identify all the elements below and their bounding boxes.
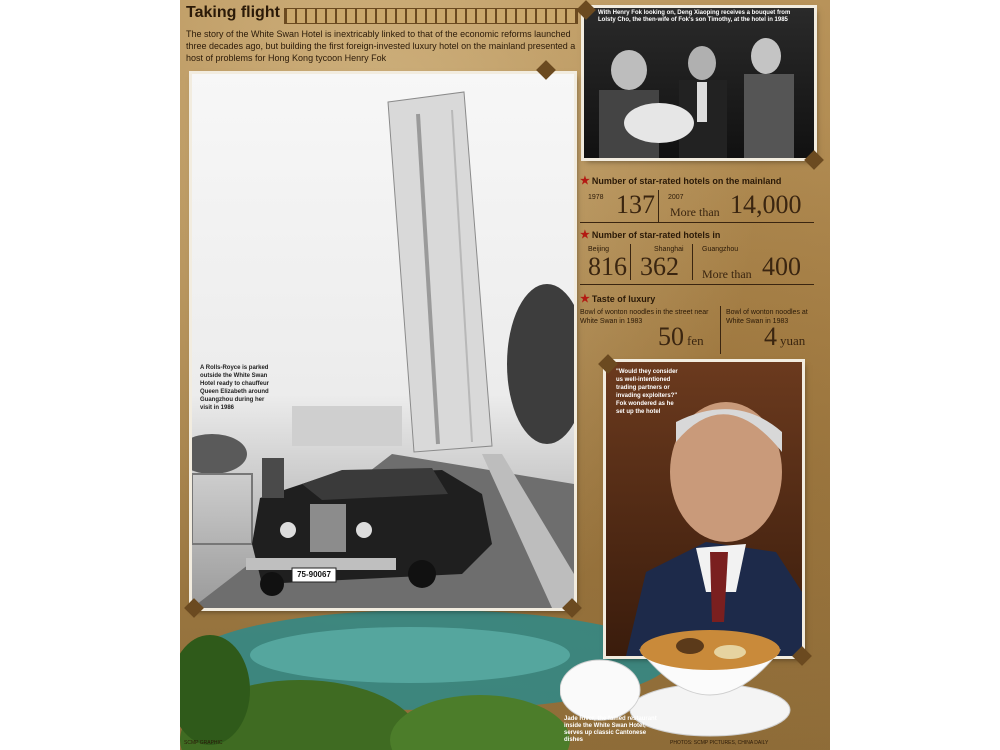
man-figure <box>262 458 284 498</box>
deng-photo-figures <box>584 8 814 158</box>
photo-corner-tack <box>536 60 556 80</box>
hotel-car-scene <box>192 74 574 608</box>
fok-quote: "Would they consider us well-intentioned trading partners or invading exploiters?" Fok wondered as he set up the hotel <box>616 369 678 415</box>
restaurant-caption: Jade River, the famed restaurant inside the White Swan Hotel, serves up classic Cantonese dishes <box>564 716 657 743</box>
street-noodles-label: Bowl of wonton noodles in the street near White Swan in 1983 <box>580 309 709 325</box>
bowl-lid <box>560 660 640 720</box>
value-1978: 137 <box>616 190 655 219</box>
photo-corner-tack <box>598 354 618 374</box>
credit-right: PHOTOS: SCMP PICTURES, CHINA DAILY <box>670 740 769 746</box>
shanghai-label: Shanghai <box>654 246 684 253</box>
shanghai-value: 362 <box>640 252 679 281</box>
hotel-noodles-unit: yuan <box>780 333 806 348</box>
page-title: Taking flight <box>186 4 280 21</box>
beijing-value: 816 <box>588 252 627 281</box>
divider <box>658 190 659 222</box>
hotel-tower <box>388 92 492 452</box>
hotel-car-photo <box>192 74 574 608</box>
railing <box>192 474 252 544</box>
infographic-page <box>180 0 830 750</box>
credit-left: SCMP GRAPHIC <box>184 740 223 746</box>
number-plate: 75-90067 <box>297 570 331 579</box>
value-2007: 14,000 <box>730 190 802 219</box>
street-noodles-value: 50 fen <box>658 322 704 351</box>
star-icon: ★ <box>580 293 590 305</box>
guangzhou-value: 400 <box>762 252 801 281</box>
more-than-2007: More than <box>670 205 720 219</box>
street-noodles-unit: fen <box>687 333 704 348</box>
divider <box>692 244 693 280</box>
stat-heading-luxury: ★ Taste of luxury <box>580 293 656 305</box>
trees <box>507 284 574 444</box>
year-2007-label: 2007 <box>668 194 684 201</box>
hotel-noodles-value: 4 yuan <box>764 322 806 351</box>
photo-corner-tack <box>184 598 204 618</box>
more-than-guangzhou: More than <box>702 267 752 281</box>
intro-text: The story of the White Swan Hotel is inextricably linked to that of the economic reforms launched three decades ago, but building the first foreign-invested luxury hotel on the mainland presented a host of problems for Hong Kong tycoon Henry Fok <box>186 29 576 63</box>
divider <box>630 244 631 280</box>
lagoon-highlight <box>250 627 570 683</box>
low-building <box>292 406 402 446</box>
stat-heading-star-hotels: ★ Number of star-rated hotels on the mainland <box>580 175 782 187</box>
photo-corner-tack <box>576 0 596 20</box>
deng-photo-caption: With Henry Fok looking on, Deng Xiaoping receives a bouquet from Lolsty Cho, the then-wife of Fok's son Timothy, at the hotel in 1985 <box>598 10 791 23</box>
beijing-label: Beijing <box>588 246 610 253</box>
rule <box>580 284 814 285</box>
main-photo-caption: A Rolls-Royce is parked outside the White Swan Hotel ready to chauffeur Queen Elizabeth around Guangzhou during her visit in 1986 <box>200 365 270 411</box>
rule <box>580 222 814 223</box>
star-icon: ★ <box>580 229 590 241</box>
soup <box>640 630 780 670</box>
hotel-noodles-label: Bowl of wonton noodles at White Swan in 1983 <box>726 309 808 325</box>
star-icon: ★ <box>580 175 590 187</box>
divider <box>720 306 721 354</box>
deng-photo <box>584 8 814 158</box>
fret-border-ornament <box>284 8 578 24</box>
guangzhou-label: Guangzhou <box>702 246 739 253</box>
year-1978-label: 1978 <box>588 194 604 201</box>
photo-corner-tack <box>804 150 824 170</box>
stat-heading-cities: ★ Number of star-rated hotels in <box>580 229 721 241</box>
